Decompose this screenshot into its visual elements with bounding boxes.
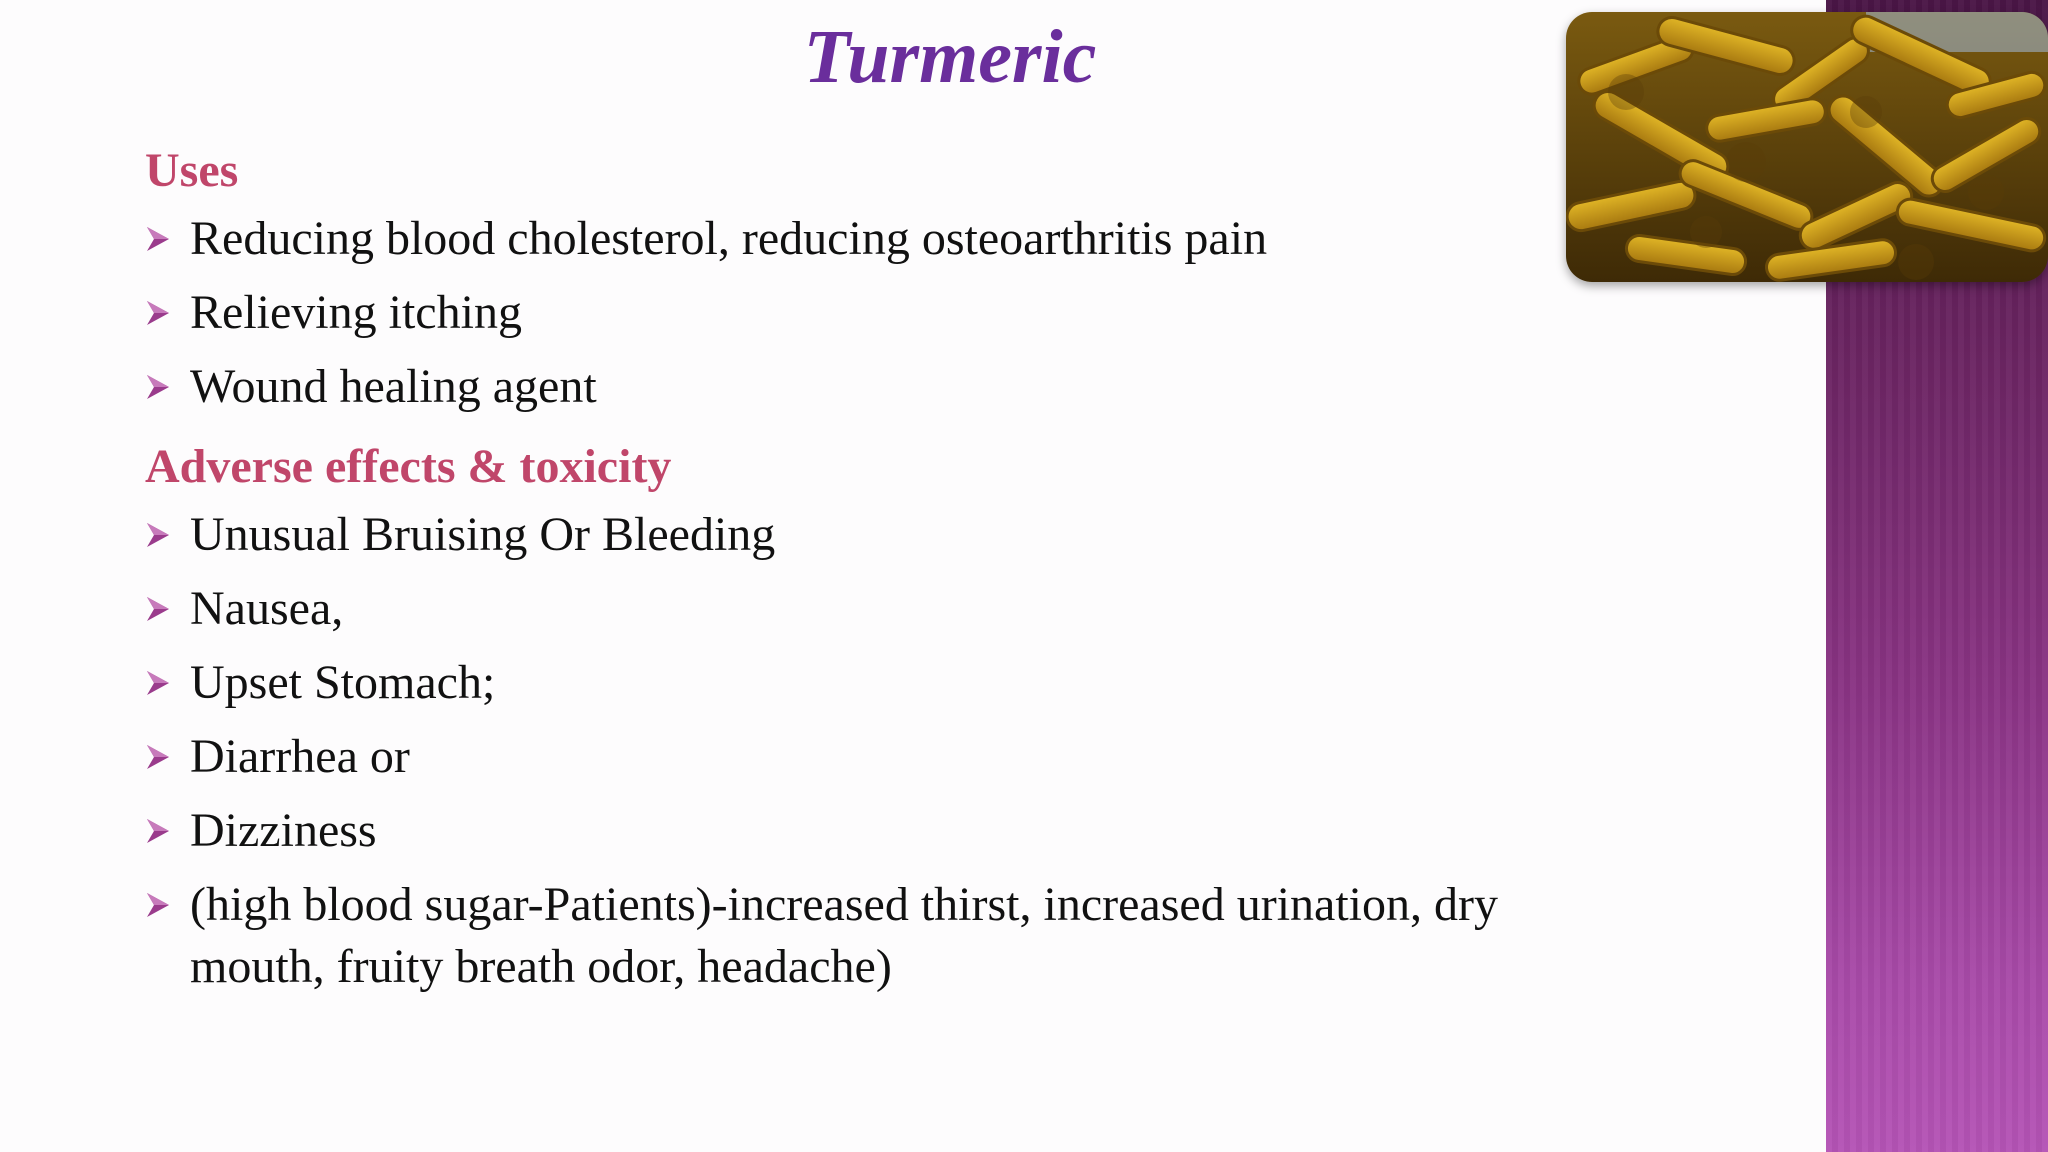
arrowhead-bullet-icon — [145, 668, 171, 698]
arrowhead-bullet-icon — [145, 816, 171, 846]
list-item-text: Reducing blood cholesterol, reducing osteoarthritis pain — [190, 212, 1268, 265]
list-item — [145, 726, 1605, 800]
list-item — [145, 800, 1605, 874]
list-item — [145, 578, 1605, 652]
list-item-text: Unusual Bruising Or Bleeding — [190, 508, 776, 561]
slide-content — [145, 134, 1605, 998]
slide-title: Turmeric — [803, 15, 1097, 99]
list-item-text: Dizziness — [190, 804, 377, 857]
arrowhead-bullet-icon — [145, 298, 171, 328]
section-heading-adverse-effects: Adverse effects & toxicity — [145, 440, 672, 493]
list-item — [145, 208, 1605, 282]
list-item — [145, 874, 1605, 998]
arrowhead-bullet-icon — [145, 890, 171, 920]
arrowhead-bullet-icon — [145, 742, 171, 772]
list-item-text: Diarrhea or — [190, 730, 410, 783]
section-heading-uses: Uses — [145, 144, 239, 197]
list-item — [145, 652, 1605, 726]
list-item — [145, 356, 1605, 430]
list-item-text: Nausea, — [190, 582, 344, 635]
list-item-text: Upset Stomach; — [190, 656, 496, 709]
arrowhead-bullet-icon — [145, 224, 171, 254]
list-item-text: Relieving itching — [190, 286, 522, 339]
arrowhead-bullet-icon — [145, 594, 171, 624]
list-item-text: (high blood sugar-Patients)-increased thirst, increased urination, dry mouth, fruity breath odor, headache) — [190, 878, 1498, 993]
list-item-text: Wound healing agent — [190, 360, 597, 413]
arrowhead-bullet-icon — [145, 520, 171, 550]
list-item — [145, 504, 1605, 578]
arrowhead-bullet-icon — [145, 372, 171, 402]
list-item — [145, 282, 1605, 356]
